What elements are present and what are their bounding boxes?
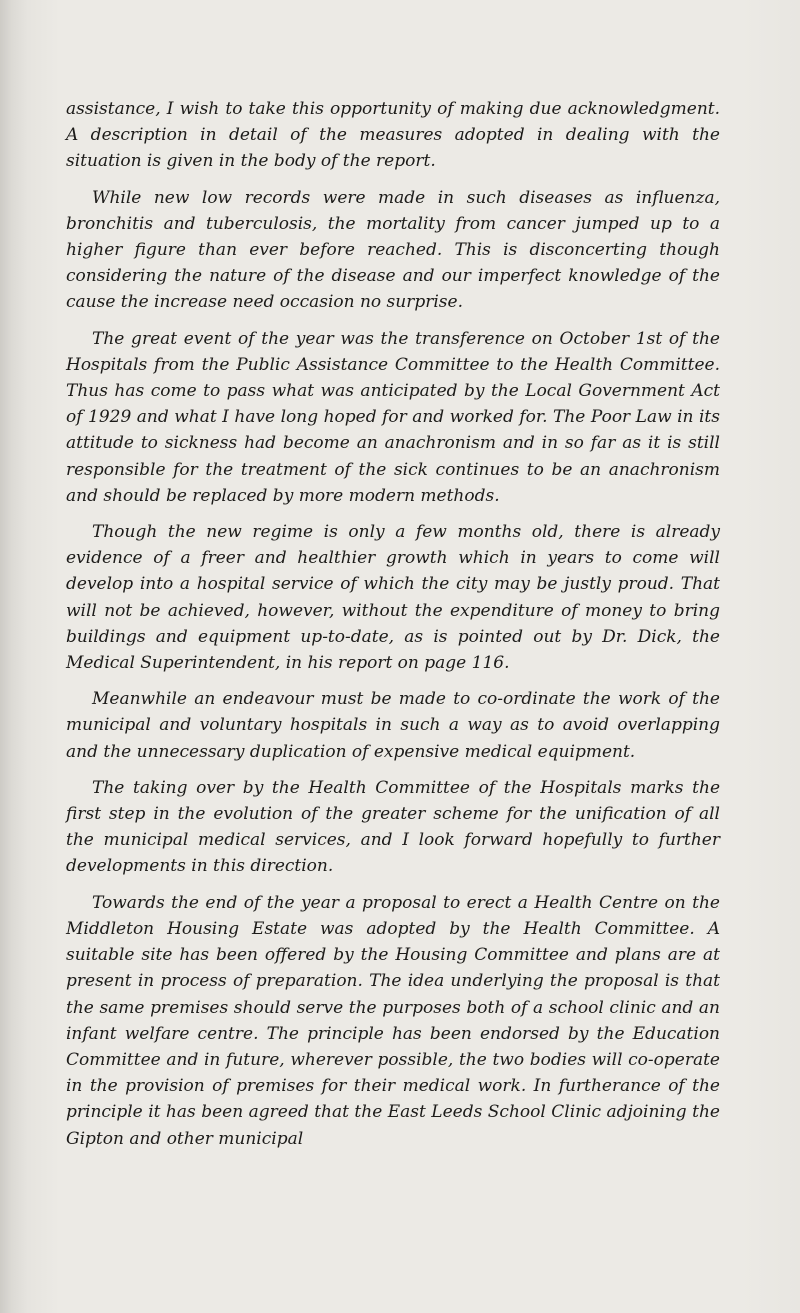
body-text: [66, 96, 720, 1162]
paragraph-2: While new low records were made in such diseases as influenza, bronchitis and tuberculosis, the mortality from cancer jumped up to a higher figure than ever before reached. This is disconcerting though considering the nature of the disease and our imperfect knowledge of the cause the increase need occasion no surprise.: [66, 187, 720, 313]
paragraph-4: Though the new regime is only a few months old, there is already evidence of a freer and healthier growth which in years to come will develop into a hospital service of which the city may be justly proud. That will not be achieved, however, without the expenditure of money to bring buildings and equipment up-to-date, as is pointed out by Dr. Dick, the Medical Superintendent, in his report on page 116.: [66, 522, 720, 674]
paragraph-1: assistance, I wish to take this opportunity of making due acknowledgment. A description in detail of the measures adopted in dealing with the situation is given in the body of the report.: [66, 99, 720, 172]
paragraph-5: Meanwhile an endeavour must be made to co-ordinate the work of the municipal and voluntary hospitals in such a way as to avoid overlapping and the unnecessary duplication of expensive medical equipment.: [66, 689, 720, 762]
paragraph-7: Towards the end of the year a proposal to erect a Health Centre on the Middleton Housing Estate was adopted by the Health Committee. A suitable site has been offered by the Housing Committee and plans are at present in process of preparation. The idea underlying the proposal is that the same premises should serve the purposes both of a school clinic and an infant welfare centre. The principle has been endorsed by the Education Committee and in future, wherever possible, the two bodies will co-operate in the provision of premises for their medical work. In furtherance of the principle it has been agreed that the East Leeds School Clinic adjoining the Gipton and other municipal: [66, 892, 720, 1149]
paragraph-6: The taking over by the Health Committee of the Hospitals marks the first step in the evolution of the greater scheme for the unification of all the municipal medical services, and I look forward hopefully to further developments in this direction.: [66, 777, 720, 877]
paragraph-3: The great event of the year was the transference on October 1st of the Hospitals from the Public Assistance Committee to the Health Committee. Thus has come to pass what was anticipated by the Local Government Act of 1929 and what I have long hoped for and worked for. The Poor Law in its attitude to sickness had become an anachronism and in so far as it is still responsible for the treatment of the sick continues to be an anachronism and should be replaced by more modern methods.: [66, 328, 720, 506]
